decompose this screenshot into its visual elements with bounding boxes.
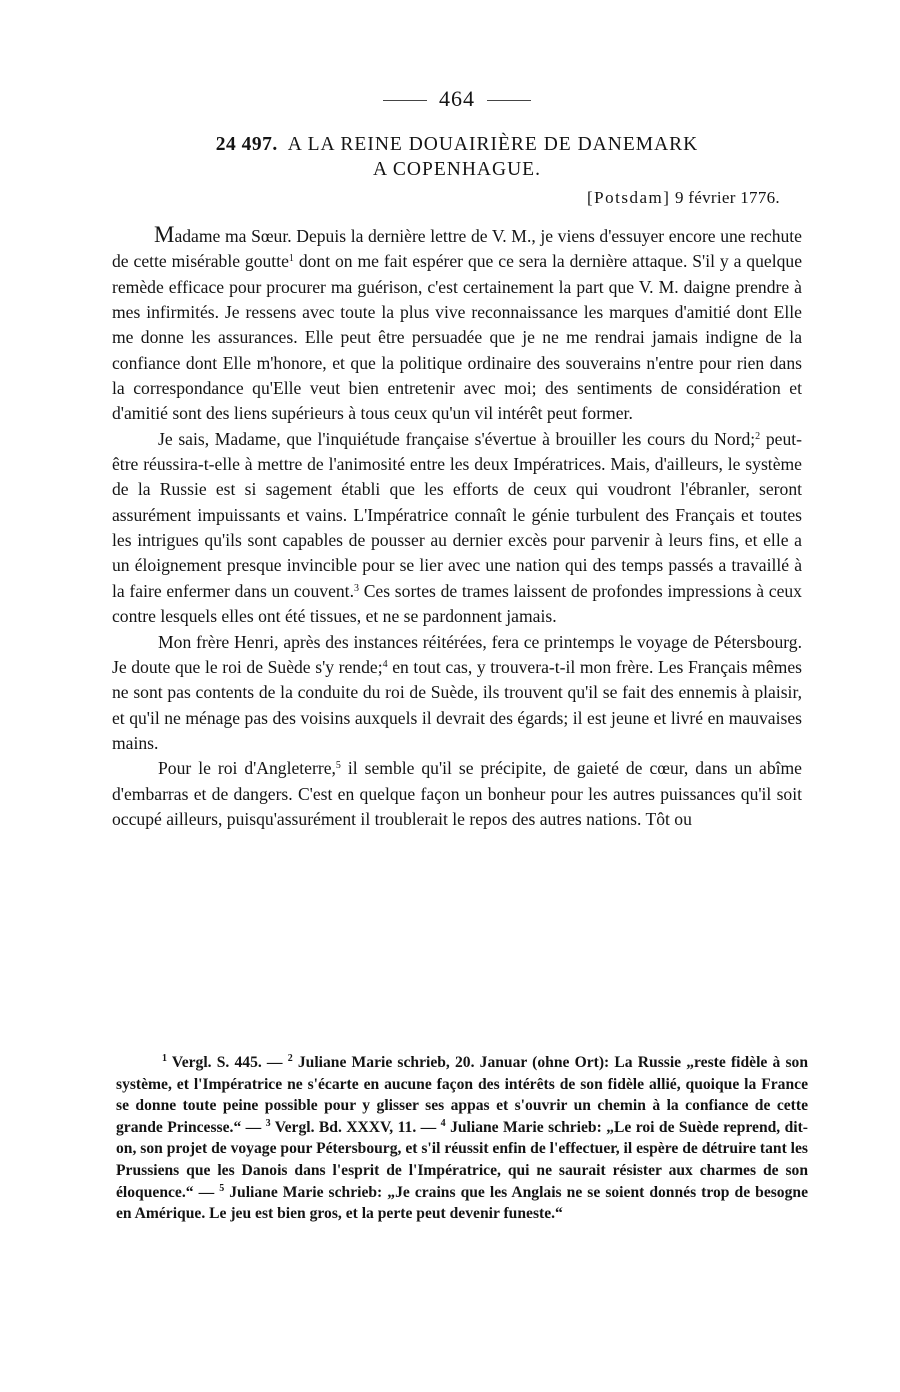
- letter-number: 24 497.: [215, 134, 278, 155]
- paragraph-3-text-b: en tout cas, y trouvera-t-il mon frère. Les Français mêmes ne sont pas contents de la conduite du roi de Suède, ils trouvent qu'il se fait des ennemis à plaisir, et qu'il ne ménage pas des voisins auxquels il devrait des égards; il est jeune et livré en mauvaises mains.: [112, 656, 803, 753]
- letter-heading: [112, 132, 802, 182]
- footnote-marker-5: 5: [219, 1182, 225, 1194]
- letter-title-line1: A LA REINE DOUAIRIÈRE DE DANEMARK: [287, 134, 699, 155]
- dateline-date: 9 février 1776.: [674, 188, 780, 207]
- paragraph-3-text-a: Mon frère Henri, après des instances réitérées, fera ce printemps le voyage de Pétersbourg. Je doute que le roi de Suède s'y rende;: [112, 631, 802, 677]
- footnote-2: Juliane Marie schrieb, 20. Januar (ohne Ort): La Russie „reste fidèle à son système, et l'Impératrice ne s'écarte en aucune façon des intérêts de son fidèle allié, quoique la France se donne toute peine possible pour y glisser ses appas et s'ouvrir un chemin à la confiance de cette grande Princesse.“ —: [116, 1054, 808, 1136]
- paragraph-4-text-a: Pour le roi d'Angleterre,: [158, 758, 336, 779]
- page-number: 464: [439, 86, 475, 111]
- footnote-ref-5: 5: [335, 760, 341, 772]
- paragraph-2-text-a: Je sais, Madame, que l'inquiétude française s'évertue à brouiller les cours du Nord;: [158, 428, 756, 449]
- footnotes-text: [116, 1052, 808, 1225]
- footnotes: [116, 1052, 808, 1225]
- footnote-1: Vergl. S. 445. —: [167, 1054, 288, 1071]
- header-rule-left: [383, 100, 427, 101]
- footnote-marker-2: 2: [287, 1053, 293, 1064]
- footnote-5: Juliane Marie schrieb: „Je crains que les Anglais ne se soient donnés trop de besogne en Amérique. Le jeu est bien gros, et la perte peut devenir funeste.“: [116, 1183, 808, 1223]
- paragraph-2-text-c: Ces sortes de trames laissent de profondes impressions à ceux contre lesquels elles ont été tissues, et ne se pardonnent jamais.: [112, 580, 802, 627]
- letter-body: [112, 222, 802, 832]
- footnote-ref-4: 4: [382, 658, 388, 670]
- initial-letter: M: [154, 222, 175, 247]
- dateline: [587, 188, 780, 208]
- paragraph-3: [112, 630, 802, 757]
- letter-title-line2: A COPENHAGUE.: [373, 159, 541, 180]
- footnote-marker-4: 4: [440, 1117, 446, 1129]
- paragraph-1: [112, 222, 802, 427]
- page-number-header: [112, 86, 802, 112]
- footnote-ref-1: 1: [288, 253, 294, 265]
- footnote-marker-1: 1: [162, 1053, 167, 1064]
- footnote-marker-3: 3: [265, 1117, 271, 1129]
- footnote-4: Juliane Marie schrieb: „Le roi de Suède reprend, dit-on, son projet de voyage pour Pétersbourg, et s'il réussit enfin de l'effectuer, il espère de détruire tant les Prussiens que les Danois dans l'esprit de l'Impératrice, qui ne saurait résister aux charmes de son éloquence.“ —: [116, 1118, 808, 1201]
- footnote-ref-2: 2: [755, 430, 761, 442]
- dateline-place: [Potsdam]: [586, 188, 671, 207]
- paragraph-4: [112, 756, 802, 832]
- paragraph-2-text-b: peut-être réussira-t-elle à mettre de l'animosité entre les deux Impératrices. Mais, d'ailleurs, le système de la Russie est si sagement établi que les efforts de ceux qui voudront l'ébranler, seront assurément impuissants et vains. L'Impératrice connaît le génie turbulent des Français et toutes les intrigues qu'ils sont capables de pousser au dernier excès pour parvenir à leurs fins, et elle a un éloignement presque invincible pour se lier avec une nation qui des temps passés a travaillé à la faire enfermer dans un couvent.: [112, 428, 802, 601]
- paragraph-2: [112, 427, 802, 630]
- header-rule-right: [487, 100, 531, 101]
- footnote-ref-3: 3: [353, 582, 359, 594]
- paragraph-1-text-a: adame ma Sœur. Depuis la dernière lettre de V. M., je viens d'essuyer encore une rechute de cette misérable goutte: [112, 226, 802, 272]
- footnote-3: Vergl. Bd. XXXV, 11. —: [270, 1118, 441, 1136]
- letter-heading-line1: [112, 132, 802, 157]
- paragraph-4-text-b: il semble qu'il se précipite, de gaieté de cœur, dans un abîme d'embarras et de dangers. C'est en quelque façon un bonheur pour les autres puissances qu'il soit occupé ailleurs, puisqu'assurément il troublerait le repos des autres nations. Tôt ou: [112, 758, 802, 829]
- paragraph-1-text-b: dont on me fait espérer que ce sera la dernière attaque. S'il y a quelque remède efficace pour procurer ma guérison, c'est certainement la part que V. M. daigne prendre à mes infirmités. Je ressens avec toute la plus vive reconnaissance les marques d'amitié dont Elle me donne les assurances. Elle peut être persuadée que je ne me rendrai jamais indigne de la confiance dont Elle m'honore, et que la politique ordinaire des souverains n'entre pour rien dans la correspondance qu'Elle veut bien entretenir avec moi; des sentiments de considération et d'amitié sont des liens supérieurs à tous ceux qu'un vil intérêt peut former.: [112, 251, 803, 424]
